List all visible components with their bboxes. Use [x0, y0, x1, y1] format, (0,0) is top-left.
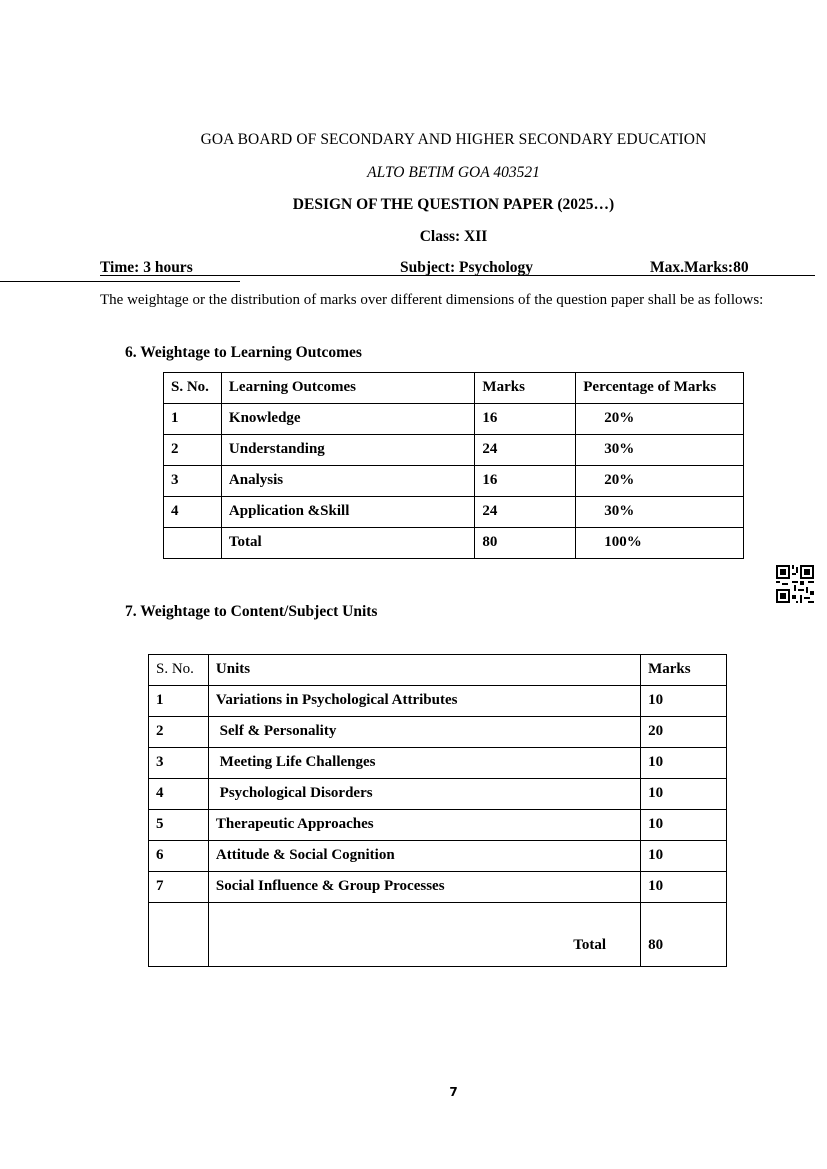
table-row [149, 872, 727, 903]
marks-cell: 10 [641, 779, 727, 810]
table-row [149, 810, 727, 841]
unit-cell: Therapeutic Approaches [208, 810, 640, 841]
sno-cell: 3 [164, 466, 222, 497]
qr-code-icon [776, 565, 814, 603]
marks-cell: 24 [475, 435, 576, 466]
table-row [149, 717, 727, 748]
unit-cell: Variations in Psychological Attributes [208, 686, 640, 717]
marks-cell: 10 [641, 810, 727, 841]
header-rule [100, 275, 815, 276]
sno-cell: 4 [164, 497, 222, 528]
header-cell: Learning Outcomes [221, 373, 475, 404]
percent-cell: 20% [576, 466, 744, 497]
unit-cell: Self & Personality [208, 717, 640, 748]
sno-cell: 3 [149, 748, 209, 779]
header-cell: Marks [475, 373, 576, 404]
header-cell: S. No. [149, 655, 209, 686]
page-number: 7 [449, 1085, 458, 1099]
table-row [164, 466, 744, 497]
header-cell: Percentage of Marks [576, 373, 744, 404]
sno-cell: 4 [149, 779, 209, 810]
total-percent-cell: 100% [576, 528, 744, 559]
sno-cell: 6 [149, 841, 209, 872]
unit-cell: Attitude & Social Cognition [208, 841, 640, 872]
board-address: ALTO BETIM GOA 403521 [367, 164, 540, 181]
max-marks-label: Max.Marks:80 [650, 259, 749, 276]
outcome-cell: Analysis [221, 466, 475, 497]
table-row [164, 404, 744, 435]
marks-cell: 20 [641, 717, 727, 748]
table-total-row [149, 903, 727, 967]
sno-cell: 2 [149, 717, 209, 748]
marks-cell: 16 [475, 404, 576, 435]
marks-cell: 10 [641, 872, 727, 903]
intro-paragraph: The weightage or the distribution of marks over different dimensions of the question paper shall be as follows: [100, 292, 764, 308]
learning-outcomes-table [163, 372, 744, 559]
outcome-cell: Understanding [221, 435, 475, 466]
table-header-row [149, 655, 727, 686]
marks-cell: 10 [641, 686, 727, 717]
total-label-cell: Total [208, 903, 640, 967]
unit-cell: Meeting Life Challenges [208, 748, 640, 779]
sno-cell: 5 [149, 810, 209, 841]
unit-cell: Psychological Disorders [208, 779, 640, 810]
percent-cell: 20% [576, 404, 744, 435]
table-row [149, 841, 727, 872]
table-row [164, 435, 744, 466]
header-cell: Marks [641, 655, 727, 686]
table-row [149, 686, 727, 717]
marks-cell: 24 [475, 497, 576, 528]
table-row [149, 779, 727, 810]
marks-cell: 10 [641, 748, 727, 779]
outcome-cell: Knowledge [221, 404, 475, 435]
time-label: Time: 3 hours [100, 259, 193, 276]
total-marks-cell: 80 [475, 528, 576, 559]
total-label-cell: Total [221, 528, 475, 559]
board-name: GOA BOARD OF SECONDARY AND HIGHER SECONDARY EDUCATION [200, 131, 707, 148]
class-label: Class: XII [419, 228, 488, 245]
header-rule-left [0, 281, 240, 282]
section7-title: 7. Weightage to Content/Subject Units [125, 603, 378, 620]
sno-cell: 1 [149, 686, 209, 717]
header-cell: Units [208, 655, 640, 686]
design-title: DESIGN OF THE QUESTION PAPER (2025…) [292, 196, 615, 213]
sno-cell: 1 [164, 404, 222, 435]
sno-cell: 2 [164, 435, 222, 466]
outcome-cell: Application &Skill [221, 497, 475, 528]
unit-cell: Social Influence & Group Processes [208, 872, 640, 903]
total-marks-cell: 80 [641, 903, 727, 967]
subject-label: Subject: Psychology [400, 259, 534, 276]
sno-cell [164, 528, 222, 559]
header-cell: S. No. [164, 373, 222, 404]
marks-cell: 16 [475, 466, 576, 497]
section6-title: 6. Weightage to Learning Outcomes [125, 344, 362, 361]
table-total-row [164, 528, 744, 559]
table-row [149, 748, 727, 779]
content-units-table [148, 654, 727, 967]
empty-cell [149, 903, 209, 967]
sno-cell: 7 [149, 872, 209, 903]
marks-cell: 10 [641, 841, 727, 872]
percent-cell: 30% [576, 497, 744, 528]
percent-cell: 30% [576, 435, 744, 466]
table-row [164, 497, 744, 528]
table-header-row [164, 373, 744, 404]
